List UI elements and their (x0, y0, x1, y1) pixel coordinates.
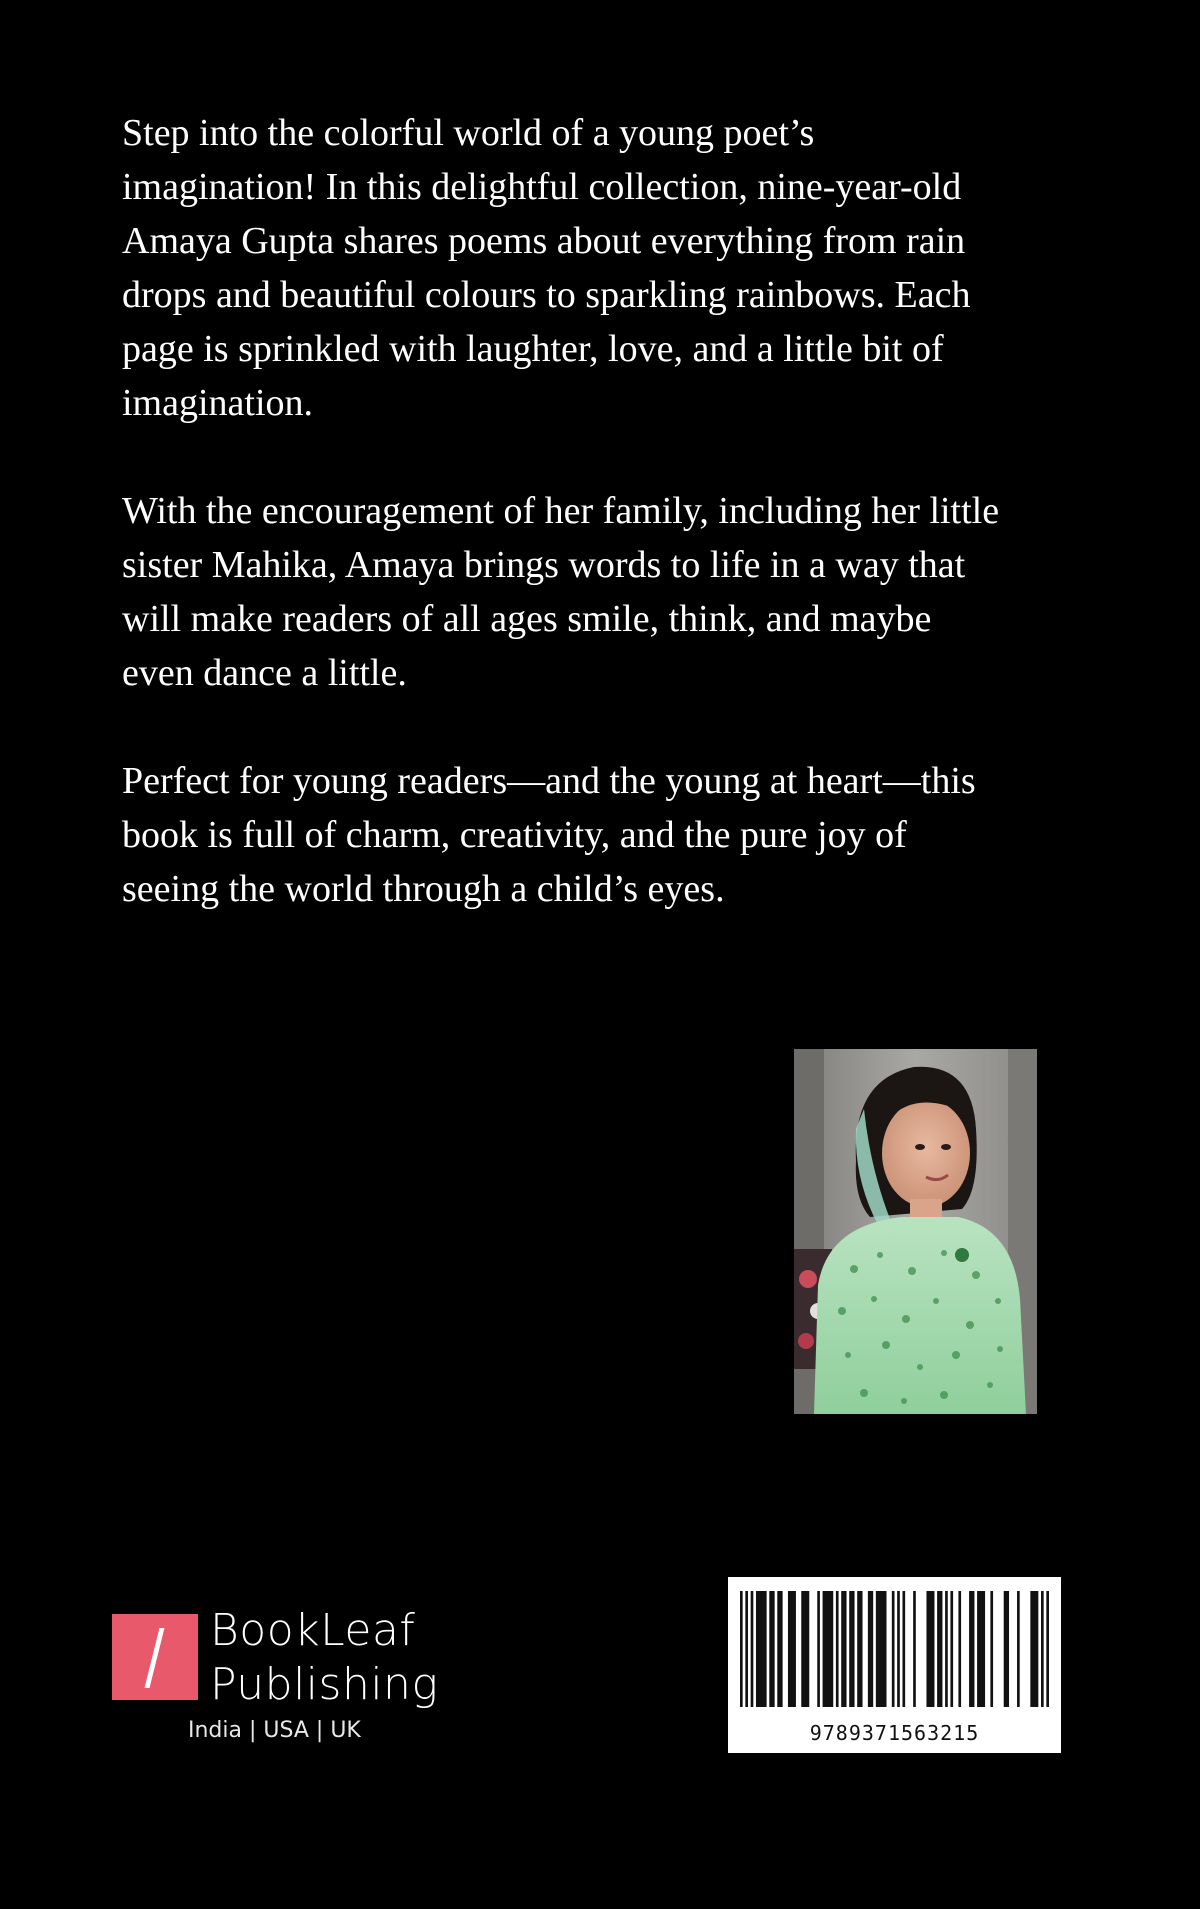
barcode-bar (1041, 1591, 1044, 1707)
barcode-bar (801, 1591, 809, 1707)
barcode-bar (1030, 1591, 1038, 1707)
barcode-bar (823, 1591, 834, 1707)
barcode-bar (969, 1591, 974, 1707)
barcode-bar (1046, 1591, 1049, 1707)
barcode-bar (745, 1591, 748, 1707)
barcode-bar (876, 1591, 887, 1707)
barcode-bar (817, 1591, 820, 1707)
barcode-bar (857, 1591, 862, 1707)
barcode-bar (868, 1591, 873, 1707)
barcode-bar (926, 1591, 934, 1707)
barcode-bar (1017, 1591, 1020, 1707)
barcode-bar (937, 1591, 942, 1707)
publisher-logo (112, 1605, 452, 1752)
publisher-name-line-1: BookLeaf (210, 1605, 416, 1656)
blurb-paragraph-3: Perfect for young readers—and the young at heart—this book is full of charm, creativity, and the pure joy of seeing the world through a child’s eyes. (122, 760, 976, 910)
blurb-paragraph-1: Step into the colorful world of a young poet’s imagination! In this delightful collection, nine-year-old Amaya Gupta shares poems about everything from rain drops and beautiful colours to sparkling rainbows. Each page is sprinkled with laughter, love, and a little bit of imagination. (122, 112, 971, 424)
barcode-bar (902, 1591, 905, 1707)
barcode-bars (740, 1591, 1049, 1707)
publisher-regions: India | USA | UK (188, 1718, 361, 1743)
barcode-bar (977, 1591, 985, 1707)
barcode-bar (913, 1591, 916, 1707)
barcode-bar (892, 1591, 895, 1707)
barcode-bar (849, 1591, 854, 1707)
barcode-bar (897, 1591, 900, 1707)
isbn-barcode (728, 1577, 1061, 1753)
barcode-bar (990, 1591, 993, 1707)
barcode-bar (769, 1591, 774, 1707)
isbn-number: 9789371563215 (809, 1721, 980, 1745)
barcode-bar (1004, 1591, 1009, 1707)
blurb-paragraph-2: With the encouragement of her family, including her little sister Mahika, Amaya brings words to life in a way that will make readers of all ages smile, think, and maybe even dance a little. (122, 490, 1000, 694)
author-photo-illustration (794, 1049, 1037, 1414)
barcode-bar (836, 1591, 839, 1707)
barcode-bar (958, 1591, 961, 1707)
barcode-bar (777, 1591, 782, 1707)
back-cover-blurb (122, 106, 1102, 970)
publisher-name (210, 1604, 438, 1712)
barcode-bar (841, 1591, 846, 1707)
barcode-bar (945, 1591, 948, 1707)
logo-mark (112, 1614, 198, 1700)
barcode-bar (950, 1591, 953, 1707)
barcode-bar (751, 1591, 754, 1707)
slash-icon (145, 1628, 165, 1688)
author-photo (794, 1049, 1037, 1414)
barcode-bar (740, 1591, 743, 1707)
barcode-bar (756, 1591, 767, 1707)
barcode-bar (788, 1591, 796, 1707)
publisher-name-line-2: Publishing (210, 1659, 439, 1710)
